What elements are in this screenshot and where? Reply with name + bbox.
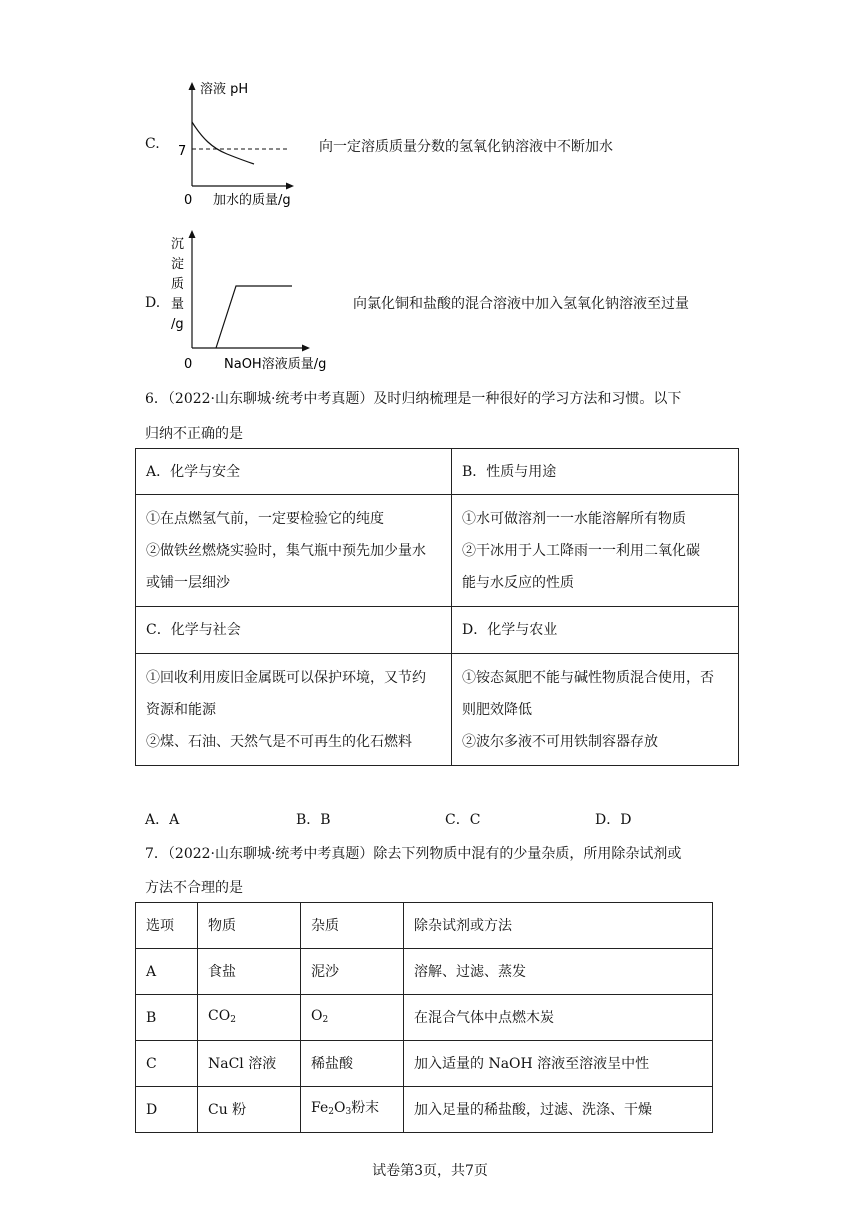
option-c-graph-ylabel: 溶液 pH [200, 82, 249, 97]
option-c-graph [172, 78, 312, 214]
q6-cell-d-body [452, 654, 739, 766]
q6-choice-c[interactable]: C．C [445, 812, 481, 828]
option-d-graph-ylabel-3: 质 [171, 277, 185, 292]
q6-d-line: 则肥效降低 [462, 701, 532, 718]
q6-choice-a[interactable]: A．A [145, 812, 180, 828]
formula-suffix: 粉末 [351, 1099, 380, 1116]
option-c-description: 向一定溶质质量分数的氢氧化钠溶液中不断加水 [319, 139, 613, 155]
option-c-graph-origin: 0 [184, 193, 193, 208]
formula-main: CO [208, 1007, 231, 1024]
option-d-graph-xlabel: NaOH溶液质量/g [224, 357, 327, 372]
q7-row-c-option: C [136, 1041, 198, 1087]
q7-row-b-option: B [136, 995, 198, 1041]
formula-subscript: 2 [230, 1014, 236, 1025]
q6-d-line: ①铵态氮肥不能与碱性物质混合使用，否 [462, 669, 714, 686]
q7-stem-line2: 方法不合理的是 [145, 880, 243, 896]
option-d-graph-ylabel-2: 淀 [171, 257, 185, 272]
option-d-graph-ylabel-1: 沉 [171, 237, 185, 252]
q7-row-a-method: 溶解、过滤、蒸发 [404, 949, 713, 995]
q7-row-a-impurity: 泥沙 [301, 949, 404, 995]
q6-cell-b-body [452, 495, 739, 607]
formula-subscript: 3 [345, 1106, 352, 1117]
q7-table [135, 902, 713, 1133]
q7-row-a-option: A [136, 949, 198, 995]
option-d-graph-ylabel-4: 量 [171, 297, 185, 312]
formula-subscript: 2 [328, 1106, 334, 1117]
q7-row-d-substance: Cu 粉 [198, 1087, 301, 1133]
q7-row-b-method: 在混合气体中点燃木炭 [404, 995, 713, 1041]
q6-stem-line2: 归纳不正确的是 [145, 426, 243, 442]
q7-header-impurity: 杂质 [301, 903, 404, 949]
q6-choice-d[interactable]: D．D [595, 812, 632, 828]
q7-row-c-substance: NaCl 溶液 [198, 1041, 301, 1087]
q6-a-line: ②做铁丝燃烧实验时，集气瓶中预先加少量水 [146, 542, 426, 559]
q7-row-d-method: 加入足量的稀盐酸，过滤、洗涤、干燥 [404, 1087, 713, 1133]
option-c-graph-ref: 7 [178, 144, 187, 159]
q6-c-line: 资源和能源 [146, 701, 216, 718]
q7-row-b-substance [198, 995, 301, 1041]
q6-choice-b[interactable]: B．B [296, 812, 331, 828]
q6-cell-c-body [136, 654, 452, 766]
formula-main: O [311, 1007, 323, 1024]
q7-stem-line1: 7．（2022·山东聊城·统考中考真题）除去下列物质中混有的少量杂质，所用除杂试剂或 [145, 846, 682, 862]
q6-b-line: ②干冰用于人工降雨一一利用二氧化碳 [462, 542, 700, 559]
q7-header-method: 除杂试剂或方法 [404, 903, 713, 949]
q6-d-line: ②波尔多液不可用铁制容器存放 [462, 733, 658, 750]
q7-row-c-method: 加入适量的 NaOH 溶液至溶液呈中性 [404, 1041, 713, 1087]
q6-a-line: 或铺一层细沙 [146, 574, 230, 591]
option-c-graph-xlabel: 加水的质量/g [213, 193, 291, 208]
q6-table [135, 448, 739, 766]
option-d-graph [166, 228, 346, 374]
q6-b-line: ①水可做溶剂一一水能溶解所有物质 [462, 510, 686, 527]
formula-main: O [333, 1099, 346, 1116]
q7-row-d-option: D [136, 1087, 198, 1133]
page-footer: 试卷第3页，共7页 [372, 1163, 488, 1179]
q6-c-line: ①回收利用废旧金属既可以保护环境，又节约 [146, 669, 426, 686]
q7-row-b-impurity [301, 995, 404, 1041]
option-c-letter: C. [145, 136, 160, 152]
option-d-description: 向氯化铜和盐酸的混合溶液中加入氢氧化钠溶液至过量 [353, 296, 689, 312]
q6-b-line: 能与水反应的性质 [462, 574, 574, 591]
q6-cell-a-body [136, 495, 452, 607]
q6-cell-d-title: D．化学与农业 [452, 607, 739, 654]
q6-cell-c-title: C．化学与社会 [136, 607, 452, 654]
q7-row-a-substance: 食盐 [198, 949, 301, 995]
formula-subscript: 2 [322, 1014, 329, 1025]
option-d-graph-origin: 0 [184, 357, 193, 372]
q7-row-d-impurity [301, 1087, 404, 1133]
q6-a-line: ①在点燃氢气前，一定要检验它的纯度 [146, 510, 384, 527]
q7-header-option: 选项 [136, 903, 198, 949]
q7-row-c-impurity: 稀盐酸 [301, 1041, 404, 1087]
option-d-graph-ylabel-5: /g [171, 317, 184, 332]
q6-cell-a-title: A．化学与安全 [136, 449, 452, 495]
q6-cell-b-title: B．性质与用途 [452, 449, 739, 495]
option-d-letter: D. [145, 295, 161, 311]
q6-stem-line1: 6．（2022·山东聊城·统考中考真题）及时归纳梳理是一种很好的学习方法和习惯。以下 [145, 391, 682, 407]
q7-header-substance: 物质 [198, 903, 301, 949]
q6-c-line: ②煤、石油、天然气是不可再生的化石燃料 [146, 733, 412, 750]
formula-main: Fe [311, 1099, 329, 1116]
